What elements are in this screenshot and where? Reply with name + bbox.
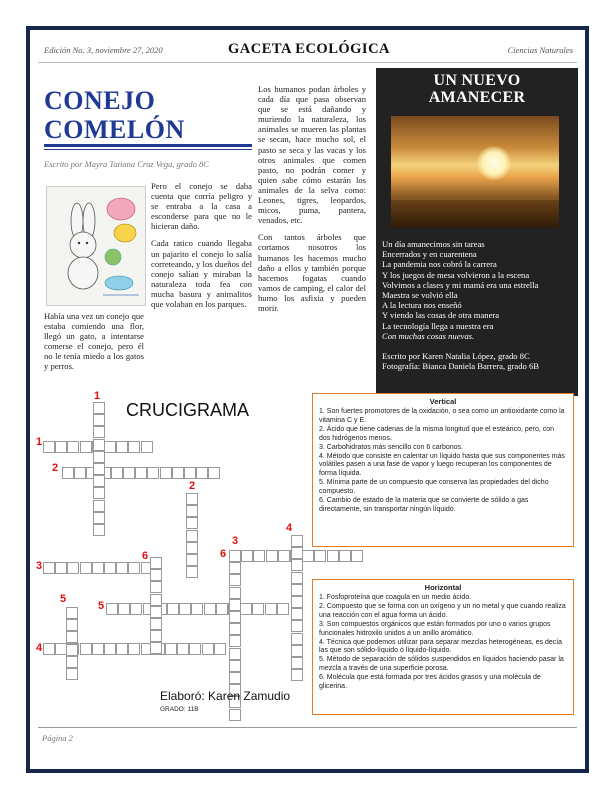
- crossword-cell[interactable]: [43, 441, 55, 453]
- vertical-clue: 3. Carbohidratos más sencillo con 6 carbonos.: [319, 443, 463, 451]
- poem-credit-author: Escrito por Karen Natalia López, grado 8C: [382, 351, 530, 362]
- crossword-cell[interactable]: [186, 493, 198, 505]
- poem-line: Con muchas cosas nuevas.: [382, 330, 475, 341]
- crossword-cell[interactable]: [80, 562, 92, 574]
- crossword-cell[interactable]: [291, 596, 303, 608]
- crossword-cell[interactable]: [135, 467, 147, 479]
- newspaper-title: GACETA ECOLÓGICA: [228, 41, 391, 57]
- crossword-cell[interactable]: [80, 441, 92, 453]
- crossword-cell[interactable]: [128, 643, 140, 655]
- crossword-grade: GRADO: 11B: [160, 706, 199, 713]
- crossword-cell[interactable]: [184, 467, 196, 479]
- crossword-cell[interactable]: [291, 657, 303, 669]
- crossword-cell[interactable]: [66, 631, 78, 643]
- crossword-cell[interactable]: [66, 668, 78, 680]
- crossword-cell[interactable]: [252, 603, 264, 615]
- crossword-cell[interactable]: [208, 467, 220, 479]
- crossword-credit: Elaboró: Karen Zamudio: [160, 689, 291, 703]
- crossword-cell[interactable]: [191, 603, 203, 615]
- poem-line: La pandemia nos cobró la carrera: [382, 259, 497, 270]
- crossword-cell[interactable]: [66, 644, 78, 656]
- crossword-cell[interactable]: [104, 643, 116, 655]
- crossword-cell[interactable]: [93, 500, 105, 512]
- crossword-cell[interactable]: [186, 530, 198, 542]
- poem-title-line2: AMANECER: [428, 89, 526, 106]
- crossword-cell[interactable]: [66, 619, 78, 631]
- crossword-cell[interactable]: [150, 630, 162, 642]
- crossword-number: 5: [60, 593, 67, 605]
- crossword-cell[interactable]: [150, 606, 162, 618]
- crossword-cell[interactable]: [150, 618, 162, 630]
- section-name: Ciencias Naturales: [507, 45, 573, 55]
- crossword-cell[interactable]: [229, 562, 241, 574]
- crossword-cell[interactable]: [43, 643, 55, 655]
- crossword-cell[interactable]: [186, 566, 198, 578]
- crossword-cell[interactable]: [291, 608, 303, 620]
- crossword-cell[interactable]: [186, 517, 198, 529]
- horizontal-clue: 3. Son compuestos orgánicos que están formados por uno o varios grupos funcionales hidroxilo unidos a un anillo aromático.: [319, 620, 551, 637]
- crossword-cell[interactable]: [74, 467, 86, 479]
- poem-line: Y los juegos de mesa volvieron a la escena: [382, 269, 530, 280]
- edition-date: Edición No. 3, noviembre 27, 2020: [44, 45, 163, 55]
- horizontal-clues-heading: Horizontal: [424, 583, 462, 592]
- crossword-cell[interactable]: [62, 467, 74, 479]
- vertical-clue: 4. Método que consiste en calentar un líquido hasta que sus componentes más volátiles pasen a una fase de vapor y luego recuperan los componentes de forma líquida.: [319, 452, 565, 478]
- poem-line: Volvimos a clases y mi mamá era una estrella: [382, 279, 539, 290]
- crossword-cell[interactable]: [266, 550, 278, 562]
- vertical-clue: 6. Cambio de estado de la materia que se convierte de sólido a gas directamente, sin transportar ningún líquido.: [319, 497, 529, 513]
- crossword-cell[interactable]: [241, 550, 253, 562]
- crossword-cell[interactable]: [314, 550, 326, 562]
- crossword-cell[interactable]: [291, 669, 303, 681]
- crossword-number: 2: [52, 462, 59, 474]
- crossword-cell[interactable]: [351, 550, 363, 562]
- crossword-cell[interactable]: [186, 505, 198, 517]
- crossword-cell[interactable]: [116, 643, 128, 655]
- crossword-cell[interactable]: [93, 439, 105, 451]
- crossword-cell[interactable]: [93, 451, 105, 463]
- crossword-number: 4: [36, 642, 43, 654]
- crossword-cell[interactable]: [150, 642, 162, 654]
- crossword-number: 2: [189, 480, 196, 492]
- article-title-line1: CONEJO: [44, 86, 156, 115]
- article-paragraph-5: Con tantos árboles que cortamos nosotros los humanos les hacemos mucho daño a ellos y también porque hacemos fogatas cuando vamos de camping, el calor del humo los asfixia y pueden morir.: [258, 232, 366, 313]
- crossword-cell[interactable]: [141, 441, 153, 453]
- crossword-cell[interactable]: [265, 603, 277, 615]
- horizontal-clues-list: [319, 594, 567, 692]
- crossword-cell[interactable]: [116, 441, 128, 453]
- crossword-cell[interactable]: [172, 467, 184, 479]
- crossword-cell[interactable]: [106, 603, 118, 615]
- crossword-cell[interactable]: [93, 487, 105, 499]
- article-paragraph-1: Había una vez un conejo que estaba comiendo una flor, llegó un gato, a intentarse comerse el conejo, pero él no le tenía miedo a los gatos y perros.: [44, 311, 144, 372]
- crossword-cell[interactable]: [216, 603, 228, 615]
- crossword-cell[interactable]: [92, 562, 104, 574]
- crossword-cell[interactable]: [291, 645, 303, 657]
- crossword-cell[interactable]: [196, 467, 208, 479]
- crossword-cell[interactable]: [150, 569, 162, 581]
- crossword-cell[interactable]: [229, 648, 241, 660]
- poem-line: La tecnología llega a nuestra era: [382, 320, 494, 331]
- crossword-cell[interactable]: [177, 643, 189, 655]
- crossword-cell[interactable]: [229, 660, 241, 672]
- crossword-cell[interactable]: [130, 603, 142, 615]
- crossword-cell[interactable]: [111, 467, 123, 479]
- crossword-cell[interactable]: [229, 709, 241, 721]
- crossword-cell[interactable]: [165, 643, 177, 655]
- crossword-title: CRUCIGRAMA: [126, 400, 250, 420]
- crossword-cell[interactable]: [67, 562, 79, 574]
- poem-title-line1: UN NUEVO: [433, 72, 521, 89]
- page-number: Página 2: [42, 733, 73, 743]
- crossword-cell[interactable]: [67, 441, 79, 453]
- crossword-cell[interactable]: [189, 643, 201, 655]
- crossword-cell[interactable]: [66, 607, 78, 619]
- newspaper-page: [26, 26, 589, 773]
- horizontal-clue: 5. Método de separación de sólidos suspendidos en líquidos haciendo pasar la mezcla a través de una superficie porosa.: [319, 656, 564, 673]
- crossword-cell[interactable]: [93, 512, 105, 524]
- horizontal-clue: 2. Compuesto que se forma con un oxígeno y un no metal y que cuando realiza una reacción con el agua forma un ácido.: [319, 602, 566, 619]
- crossword-cell[interactable]: [253, 550, 265, 562]
- crossword-cell[interactable]: [93, 475, 105, 487]
- crossword-cell[interactable]: [229, 587, 241, 599]
- crossword-number: 4: [286, 522, 293, 534]
- crossword-cell[interactable]: [186, 554, 198, 566]
- crossword-number: 5: [98, 600, 105, 612]
- crossword-cell[interactable]: [278, 550, 290, 562]
- article-paragraph-4: Los humanos podan árboles y cada día que pasa observan que se está dañando y muriendo la naturaleza, los animales se mueren las plantas se secan, hace mucho sol, el pasto se seca y las vacas y los otros animales que comen pasto, no podrán comer y quien sabe cómo estarán los animales de la selva como: Leones, tigres, leopardos, micos, puma, pantera, venados, etc.: [258, 84, 366, 226]
- crossword-number: 1: [94, 390, 101, 402]
- crossword-cell[interactable]: [291, 535, 303, 547]
- crossword-cell[interactable]: [55, 441, 67, 453]
- crossword-cell[interactable]: [128, 441, 140, 453]
- crossword-cell[interactable]: [160, 467, 172, 479]
- horizontal-clues-box: [312, 579, 574, 715]
- crossword-cell[interactable]: [277, 603, 289, 615]
- crossword-number: 6: [142, 550, 149, 562]
- vertical-clue: 2. Ácido que tiene cadenas de la misma longitud que el esteárico, pero, con dos hidrógenos menos.: [319, 425, 555, 442]
- poem-line: A la lectura nos enseñó: [382, 300, 462, 311]
- crossword-cell[interactable]: [80, 643, 92, 655]
- crossword-cell[interactable]: [92, 643, 104, 655]
- crossword-cell[interactable]: [229, 550, 241, 562]
- crossword-cell[interactable]: [66, 656, 78, 668]
- vertical-clue: 5. Mínima parte de un compuesto que conserva las propiedades del dicho compuesto.: [319, 479, 549, 496]
- crossword-cell[interactable]: [55, 562, 67, 574]
- crossword-number: 3: [36, 560, 43, 572]
- crossword-cell[interactable]: [240, 603, 252, 615]
- vertical-clue: 1. Son fuertes promotores de la oxidación, o sea como un antioxidante como la vitamina C y E.: [319, 408, 565, 424]
- crossword-cell[interactable]: [229, 574, 241, 586]
- crossword-cell[interactable]: [93, 524, 105, 536]
- crossword-cell[interactable]: [43, 562, 55, 574]
- poem-credit-photo: Fotografía: Bianca Daniela Barrera, grado 6B: [382, 361, 540, 372]
- crossword-cell[interactable]: [147, 467, 159, 479]
- vertical-clues-list: [319, 408, 567, 515]
- crossword-number: 3: [232, 535, 239, 547]
- poem-line: Y viendo las cosas de otra manera: [382, 310, 500, 321]
- crossword-cell[interactable]: [204, 603, 216, 615]
- poem-line: Un día amanecimos sin tareas: [382, 239, 485, 249]
- poem-line: Maestra se volvió ella: [382, 290, 458, 301]
- crossword-cell[interactable]: [93, 463, 105, 475]
- crossword-cell[interactable]: [116, 562, 128, 574]
- article-paragraph-3: Cada ratico cuando llegaba un pajarito el conejo lo salía correteando, y los dueños del conejo salían y miraban la naturaleza toda fea con mucha basura y animalitos que volaban en los parques.: [151, 238, 252, 310]
- crossword-cell[interactable]: [214, 643, 226, 655]
- crossword-cell[interactable]: [93, 414, 105, 426]
- horizontal-clue: 4. Técnica que podemos utilizar para separar mezclas heterogéneas, es decía las que son sólido-líquido ó líquido-líquido.: [319, 638, 563, 655]
- horizontal-clue: 6. Molécula que está formada por tres ácidos grasos y una molécula de glicerina.: [319, 674, 541, 691]
- crossword-cell[interactable]: [118, 603, 130, 615]
- crossword-cell[interactable]: [229, 635, 241, 647]
- crossword-cell[interactable]: [128, 562, 140, 574]
- crossword-cell[interactable]: [291, 572, 303, 584]
- crossword-cell[interactable]: [104, 562, 116, 574]
- crossword-cell[interactable]: [123, 467, 135, 479]
- poem-line: Encerrados y en cuarentena: [382, 249, 477, 260]
- crossword-cell[interactable]: [291, 584, 303, 596]
- crossword-cell[interactable]: [302, 550, 314, 562]
- crossword-cell[interactable]: [104, 441, 116, 453]
- crossword-cell[interactable]: [291, 559, 303, 571]
- crossword-cell[interactable]: [186, 542, 198, 554]
- crossword-cell[interactable]: [327, 550, 339, 562]
- crossword-number: 1: [36, 436, 43, 448]
- crossword-cell[interactable]: [202, 643, 214, 655]
- horizontal-clue: 1. Fosfoproteína que coagula en un medio ácido.: [319, 594, 472, 601]
- crossword-cell[interactable]: [167, 603, 179, 615]
- crossword-cell[interactable]: [150, 581, 162, 593]
- crossword-cell[interactable]: [291, 633, 303, 645]
- crossword-cell[interactable]: [229, 611, 241, 623]
- crossword-cell[interactable]: [93, 426, 105, 438]
- crossword-cell[interactable]: [229, 623, 241, 635]
- crossword-cell[interactable]: [179, 603, 191, 615]
- crossword-cell[interactable]: [150, 594, 162, 606]
- article-paragraph-2: Pero el conejo se daba cuenta que corría peligro y se entraba a la casa a esconderse para que no le hicieran daño.: [151, 181, 252, 232]
- crossword-cell[interactable]: [291, 547, 303, 559]
- footer-rule: [38, 727, 577, 728]
- vertical-clues-heading: Vertical: [429, 397, 457, 406]
- crossword-cell[interactable]: [93, 402, 105, 414]
- crossword-cell[interactable]: [229, 672, 241, 684]
- crossword-cell[interactable]: [229, 599, 241, 611]
- article-title-line2: COMELÓN: [44, 115, 185, 144]
- crossword-cell[interactable]: [339, 550, 351, 562]
- article-byline: Escrito por Mayra Tatiana Cruz Vega, grado 8C: [44, 159, 209, 169]
- crossword-cell[interactable]: [291, 620, 303, 632]
- crossword-cell[interactable]: [150, 557, 162, 569]
- crossword-number: 6: [220, 548, 227, 560]
- vertical-clues-box: [312, 393, 574, 547]
